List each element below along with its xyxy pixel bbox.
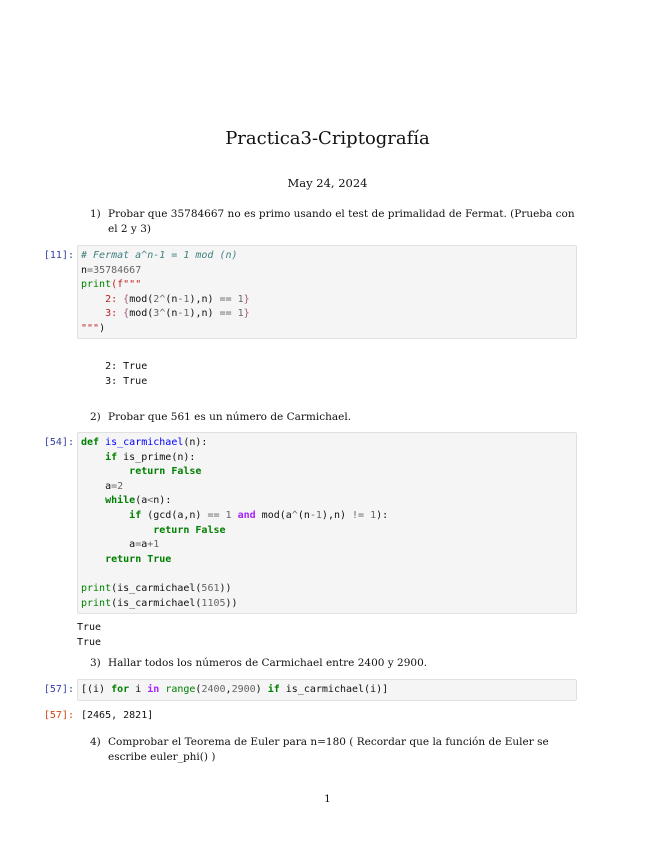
exercise-3 bbox=[90, 656, 580, 671]
exercise-number: 1) bbox=[90, 208, 101, 220]
code-line bbox=[81, 436, 572, 451]
exercise-1 bbox=[90, 207, 580, 237]
code-token: and bbox=[237, 509, 256, 521]
code-token: is_carmichael bbox=[105, 437, 184, 448]
code-token: - bbox=[177, 293, 184, 305]
exercise-number: 4) bbox=[90, 736, 101, 748]
cell-output: 2: True 3: True bbox=[105, 361, 148, 387]
code-line bbox=[81, 278, 572, 293]
code-token: ^ bbox=[159, 293, 166, 305]
exercise-text: Probar que 561 es un número de Carmichael. bbox=[108, 411, 352, 423]
code-token: mod( bbox=[129, 293, 154, 305]
code-token: ) bbox=[99, 322, 106, 334]
exercise-text: Probar que 35784667 no es primo usando el test de primalidad de Fermat. (Prueba con el 2 y 3) bbox=[108, 208, 575, 235]
code-token: 1 bbox=[183, 293, 190, 305]
code-token: ),n) bbox=[321, 509, 353, 521]
code-token: False bbox=[195, 524, 226, 536]
code-token bbox=[81, 452, 105, 463]
code-token: == bbox=[219, 308, 232, 320]
code-token: print bbox=[81, 582, 112, 594]
code-token: ),n) bbox=[189, 308, 220, 320]
code-line bbox=[81, 322, 572, 337]
code-token: 1 bbox=[225, 509, 232, 521]
code-token: if bbox=[105, 451, 118, 463]
code-token: (n): bbox=[183, 437, 208, 448]
code-token: 3 bbox=[153, 308, 160, 320]
code-token bbox=[81, 495, 105, 506]
code-token: ),n) bbox=[189, 293, 220, 305]
code-token: is_carmichael(i)] bbox=[279, 684, 389, 695]
code-token: is_prime(n): bbox=[117, 451, 196, 463]
code-token: ( bbox=[195, 684, 202, 695]
code-token: } bbox=[243, 308, 250, 320]
code-token: { bbox=[123, 293, 130, 305]
code-token: while bbox=[105, 495, 136, 507]
code-token: ) bbox=[255, 684, 268, 695]
cell-output: True True bbox=[77, 622, 102, 648]
code-line bbox=[81, 597, 572, 612]
code-line bbox=[81, 509, 572, 524]
code-cell[interactable] bbox=[77, 245, 577, 339]
code-token: """ bbox=[81, 322, 100, 334]
code-token: True bbox=[147, 553, 172, 565]
code-token: (n bbox=[165, 308, 178, 320]
exercise-text: Hallar todos los números de Carmichael entre 2400 y 2900. bbox=[108, 657, 428, 669]
code-token: a bbox=[81, 480, 112, 492]
code-block[interactable] bbox=[81, 436, 572, 611]
document-date: May 24, 2024 bbox=[287, 176, 368, 190]
code-token: { bbox=[123, 308, 130, 320]
code-token: 2 bbox=[153, 293, 160, 305]
code-line bbox=[81, 683, 572, 698]
code-token: 35784667 bbox=[93, 264, 142, 276]
code-token: def bbox=[81, 437, 100, 448]
code-token bbox=[81, 525, 153, 536]
document-title: Practica3-Criptografía bbox=[225, 128, 430, 149]
code-token: = bbox=[135, 539, 142, 551]
exercise-4 bbox=[90, 735, 580, 765]
code-token: 2: bbox=[81, 293, 124, 305]
input-prompt: [11]: bbox=[43, 250, 74, 261]
code-token: a bbox=[81, 539, 136, 551]
code-token: in bbox=[147, 684, 160, 695]
code-token: return bbox=[129, 466, 166, 478]
code-token: 2400 bbox=[201, 684, 226, 695]
code-token: print bbox=[81, 279, 112, 291]
code-token: range bbox=[165, 684, 196, 695]
code-token: 1 bbox=[237, 308, 244, 320]
code-token: 1 bbox=[370, 509, 377, 521]
code-token: } bbox=[243, 293, 250, 305]
code-line bbox=[81, 465, 572, 480]
code-token: (gcd(a,n) bbox=[141, 509, 208, 521]
code-token: 1 bbox=[183, 308, 190, 320]
code-token: i bbox=[129, 684, 148, 695]
code-token: = bbox=[111, 480, 118, 492]
code-token: + bbox=[147, 539, 154, 551]
page-number: 1 bbox=[324, 793, 331, 805]
code-token: = bbox=[87, 264, 94, 276]
code-token: == bbox=[219, 293, 232, 305]
code-token: False bbox=[171, 466, 202, 478]
code-token: (is_carmichael( bbox=[111, 582, 202, 594]
input-prompt: [57]: bbox=[43, 684, 74, 695]
code-token: [(i) bbox=[81, 684, 112, 695]
code-token: (n bbox=[297, 509, 310, 521]
cell-output: [2465, 2821] bbox=[81, 710, 154, 721]
code-token: 1 bbox=[153, 539, 160, 551]
code-token: < bbox=[147, 495, 154, 507]
code-token bbox=[81, 554, 105, 565]
code-token: 3: bbox=[81, 308, 124, 320]
code-line bbox=[81, 567, 572, 582]
input-prompt: [54]: bbox=[43, 437, 74, 448]
output-prompt: [57]: bbox=[43, 710, 74, 721]
code-token: 561 bbox=[201, 582, 220, 594]
code-token: if bbox=[129, 509, 142, 521]
code-token: (n bbox=[165, 293, 178, 305]
exercise-2 bbox=[90, 410, 580, 425]
code-token: )) bbox=[225, 597, 238, 609]
code-line bbox=[81, 293, 572, 308]
exercise-number: 2) bbox=[90, 411, 101, 423]
code-line bbox=[81, 480, 572, 495]
code-token: 1 bbox=[315, 509, 322, 521]
code-token: (is_carmichael( bbox=[111, 597, 202, 609]
code-cell[interactable] bbox=[77, 679, 577, 701]
code-token: return bbox=[105, 553, 142, 565]
code-token: ^ bbox=[159, 308, 166, 320]
code-token: )) bbox=[219, 582, 232, 594]
code-token: ^ bbox=[291, 509, 298, 521]
code-token: 1 bbox=[237, 293, 244, 305]
code-token: n bbox=[81, 264, 88, 276]
exercise-number: 3) bbox=[90, 657, 101, 669]
exercise-text: Comprobar el Teorema de Euler para n=180 ( Recordar que la función de Euler se escribe euler_phi() ) bbox=[108, 736, 549, 763]
code-token: (a bbox=[135, 495, 148, 507]
code-token: # Fermat a^n-1 = 1 mod (n) bbox=[81, 250, 238, 261]
code-cell[interactable] bbox=[77, 432, 577, 614]
code-token: if bbox=[267, 684, 280, 695]
code-token: ): bbox=[376, 509, 389, 521]
code-token: mod(a bbox=[255, 509, 292, 521]
code-token: != bbox=[352, 509, 365, 521]
code-token: 1105 bbox=[201, 597, 226, 609]
code-token: 2900 bbox=[231, 684, 256, 695]
code-token bbox=[81, 466, 129, 477]
code-token: - bbox=[177, 308, 184, 320]
code-token: a bbox=[141, 539, 148, 551]
code-line bbox=[81, 538, 572, 553]
code-token: return bbox=[153, 524, 190, 536]
code-token: mod( bbox=[129, 308, 154, 320]
code-block[interactable] bbox=[81, 249, 572, 337]
code-token: n): bbox=[153, 495, 172, 507]
code-line bbox=[81, 264, 572, 279]
code-token: 2 bbox=[117, 480, 124, 492]
code-token: == bbox=[207, 509, 220, 521]
code-token bbox=[81, 510, 129, 521]
code-line bbox=[81, 307, 572, 322]
code-token: print bbox=[81, 597, 112, 609]
code-token: (f""" bbox=[111, 279, 142, 291]
code-line bbox=[81, 249, 572, 264]
code-block[interactable] bbox=[81, 683, 572, 698]
code-token: - bbox=[309, 509, 316, 521]
code-line bbox=[81, 451, 572, 466]
code-line bbox=[81, 494, 572, 509]
code-token: for bbox=[111, 684, 130, 695]
code-line bbox=[81, 524, 572, 539]
code-line bbox=[81, 553, 572, 568]
code-line bbox=[81, 582, 572, 597]
code-token: , bbox=[225, 684, 232, 695]
